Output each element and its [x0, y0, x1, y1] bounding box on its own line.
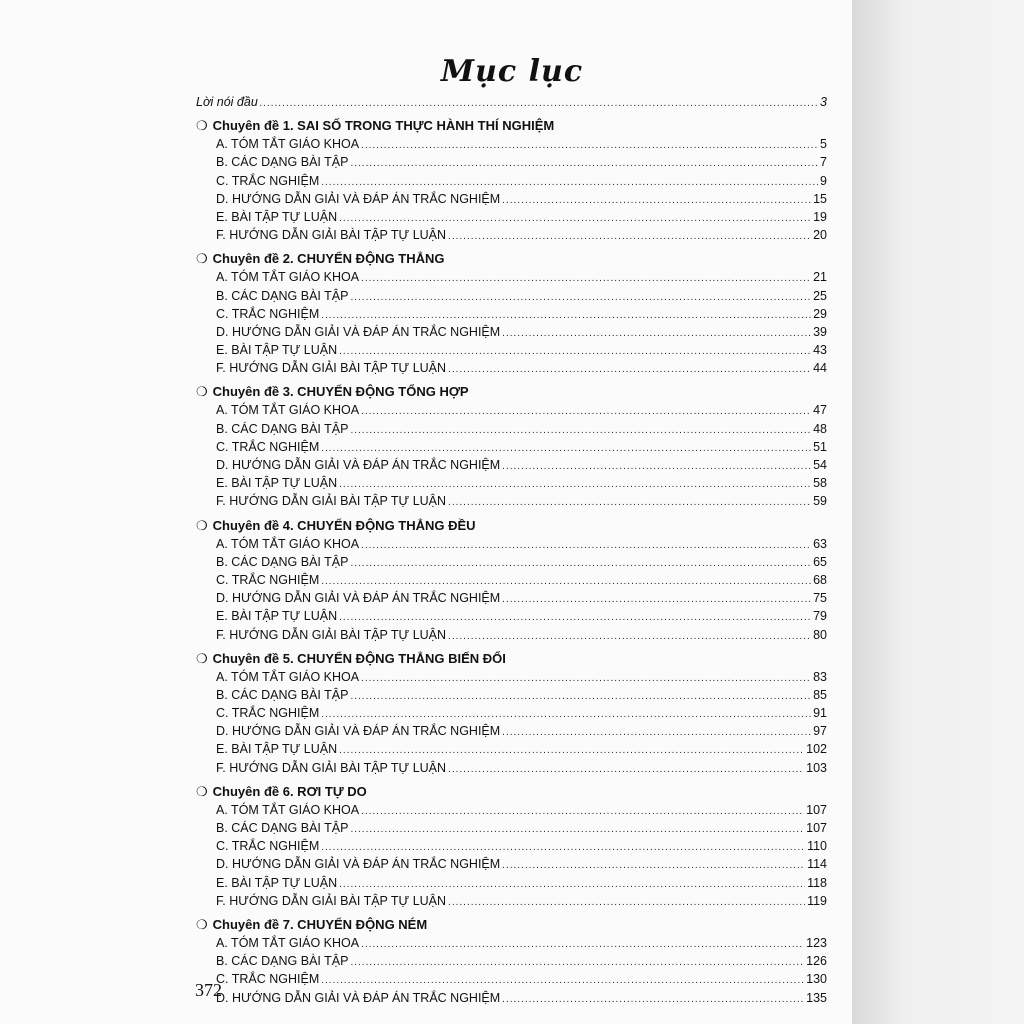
toc-entry-page: 130	[806, 972, 827, 987]
toc-entry-page: 107	[806, 802, 827, 817]
toc-entry	[196, 571, 827, 589]
dot-leader	[350, 555, 811, 573]
toc-entry	[196, 474, 827, 492]
dot-leader	[361, 403, 811, 421]
toc-entry	[196, 535, 827, 553]
toc-entry-label: C. TRẮC NGHIỆM	[216, 972, 320, 987]
toc-entry-label: C. TRẮC NGHIỆM	[216, 572, 320, 587]
toc-entry-label: E. BÀI TẬP TỰ LUẬN	[216, 875, 338, 890]
dot-leader	[448, 228, 811, 246]
toc-entry-page: 107	[806, 821, 827, 835]
toc-entry-label: C. TRẮC NGHIỆM	[216, 439, 320, 454]
toc-entry	[196, 456, 827, 474]
dot-leader	[350, 289, 811, 307]
toc-entry-page: 65	[813, 554, 827, 569]
toc-entry	[196, 553, 827, 571]
toc-entry-page: 9	[820, 173, 827, 188]
toc-entry	[196, 359, 827, 377]
circle-bullet-icon: ❍	[196, 118, 208, 134]
toc-entry	[196, 668, 827, 686]
toc-entry-page: 44	[813, 361, 827, 376]
circle-bullet-icon: ❍	[196, 517, 208, 533]
toc-entry-page: 79	[813, 609, 827, 624]
toc-entry-label: E. BÀI TẬP TỰ LUẬN	[216, 476, 338, 491]
toc-entry-label: A. TÓM TẮT GIÁO KHOA	[216, 403, 360, 418]
toc-entry-label: C. TRẮC NGHIỆM	[216, 306, 320, 321]
toc-entry-page: 47	[813, 403, 827, 418]
toc-entry-label: F. HƯỚNG DẪN GIẢI BÀI TẬP TỰ LUẬN	[216, 893, 447, 908]
page-number: 372	[195, 980, 222, 1000]
toc-entry	[196, 268, 827, 286]
circle-bullet-icon: ❍	[196, 650, 208, 666]
dot-leader	[361, 137, 818, 155]
toc-entry-label: B. CÁC DẠNG BÀI TẬP	[216, 687, 349, 702]
chapter-title: Chuyên đề 5. CHUYỂN ĐỘNG THẲNG BIẾN ĐỔI	[212, 650, 506, 666]
toc-entry-label: D. HƯỚNG DẪN GIẢI VÀ ĐÁP ÁN TRẮC NGHIỆM	[216, 724, 501, 739]
toc-entry-label: F. HƯỚNG DẪN GIẢI BÀI TẬP TỰ LUẬN	[216, 228, 447, 243]
toc-entry-page: 20	[813, 228, 827, 243]
toc-entry-label: A. TÓM TẮT GIÁO KHOA	[216, 270, 360, 285]
toc-entry	[196, 989, 827, 1007]
toc-entry-page: 83	[813, 669, 827, 684]
chapter-title: Chuyên đề 6. RƠI TỰ DO	[212, 783, 367, 799]
toc-entry	[196, 704, 827, 722]
toc-entry-preface	[196, 93, 827, 111]
toc-entry-page: 7	[820, 155, 827, 170]
toc-entry-page: 110	[807, 839, 827, 854]
toc-entry-label: F. HƯỚNG DẪN GIẢI BÀI TẬP TỰ LUẬN	[216, 760, 447, 775]
toc-entry-page: 102	[806, 742, 827, 757]
circle-bullet-icon: ❍	[196, 384, 208, 400]
dot-leader	[448, 894, 805, 912]
dot-leader	[502, 724, 811, 742]
toc-entry	[196, 438, 827, 456]
toc-entry	[196, 759, 827, 777]
toc-entry-page: 119	[807, 893, 827, 908]
toc-entry-label: F. HƯỚNG DẪN GIẢI BÀI TẬP TỰ LUẬN	[216, 627, 447, 642]
toc-entry	[196, 855, 827, 873]
toc-entry-label: B. CÁC DẠNG BÀI TẬP	[216, 954, 349, 969]
toc-entry-page: 58	[813, 476, 827, 491]
table-of-contents	[196, 93, 827, 1007]
toc-entry-label: B. CÁC DẠNG BÀI TẬP	[216, 155, 349, 170]
toc-entry-page: 5	[820, 137, 827, 152]
toc-entry	[196, 323, 827, 341]
chapter-title: Chuyên đề 4. CHUYỂN ĐỘNG THẲNG ĐỀU	[212, 517, 476, 533]
toc-entry-page: 75	[813, 591, 827, 606]
toc-entry	[196, 135, 827, 153]
dot-leader	[350, 688, 811, 706]
chapter-title: Chuyên đề 3. CHUYỂN ĐỘNG TỔNG HỢP	[212, 384, 469, 400]
toc-entry-page: 43	[813, 343, 827, 358]
toc-entry-page: 63	[813, 536, 827, 551]
chapter-heading	[196, 916, 827, 934]
toc-entry	[196, 970, 827, 988]
dot-leader	[448, 494, 811, 512]
toc-entry	[196, 740, 827, 758]
toc-entry-label: B. CÁC DẠNG BÀI TẬP	[216, 554, 349, 569]
chapter-title: Chuyên đề 7. CHUYỂN ĐỘNG NÉM	[212, 916, 428, 932]
toc-entry	[196, 686, 827, 704]
toc-entry-label: F. HƯỚNG DẪN GIẢI BÀI TẬP TỰ LUẬN	[216, 361, 447, 376]
chapter-heading	[196, 250, 827, 268]
toc-entry-label: C. TRẮC NGHIỆM	[216, 173, 320, 188]
chapter-title: Chuyên đề 1. SAI SỐ TRONG THỰC HÀNH THÍ NGHIỆM	[212, 118, 555, 134]
toc-entry	[196, 934, 827, 952]
toc-entry-label: E. BÀI TẬP TỰ LUẬN	[216, 742, 338, 757]
circle-bullet-icon: ❍	[196, 783, 208, 799]
toc-entry-page: 135	[806, 990, 827, 1005]
toc-entry	[196, 626, 827, 644]
toc-entry	[196, 208, 827, 226]
toc-entry-page: 21	[813, 270, 827, 285]
toc-entry-page: 19	[813, 209, 827, 224]
toc-entry	[196, 305, 827, 323]
toc-entry	[196, 153, 827, 171]
chapter-heading	[196, 117, 827, 135]
toc-entry-page: 29	[813, 306, 827, 321]
dot-leader	[448, 361, 811, 379]
toc-entry-label: A. TÓM TẮT GIÁO KHOA	[216, 137, 360, 152]
toc-entry-page: 54	[813, 458, 827, 472]
chapter-list	[196, 117, 827, 1007]
dot-leader	[350, 954, 804, 972]
toc-entry-label: A. TÓM TẮT GIÁO KHOA	[216, 536, 360, 551]
toc-entry-label: D. HƯỚNG DẪN GIẢI VÀ ĐÁP ÁN TRẮC NGHIỆM	[216, 591, 501, 606]
toc-entry	[196, 226, 827, 244]
toc-entry-label: B. CÁC DẠNG BÀI TẬP	[216, 421, 349, 436]
toc-entry-page: 25	[813, 288, 827, 303]
toc-entry	[196, 420, 827, 438]
toc-entry	[196, 892, 827, 910]
dot-leader	[361, 537, 811, 555]
chapter-heading	[196, 383, 827, 401]
dot-leader	[361, 670, 811, 688]
dot-leader	[502, 991, 804, 1009]
toc-entry-page: 39	[813, 324, 827, 339]
toc-entry	[196, 722, 827, 740]
dot-leader	[502, 325, 811, 343]
dot-leader	[260, 95, 818, 113]
dot-leader	[502, 591, 811, 609]
toc-entry-page: 126	[806, 954, 827, 969]
dot-leader	[448, 761, 804, 779]
toc-entry-page: 97	[813, 724, 827, 739]
toc-entry	[196, 190, 827, 208]
toc-entry-page: 68	[813, 572, 827, 587]
toc-entry-label: Lời nói đầu	[196, 95, 258, 109]
toc-entry	[196, 287, 827, 305]
toc-entry-label: E. BÀI TẬP TỰ LUẬN	[216, 609, 338, 624]
dot-leader	[350, 155, 818, 173]
toc-entry-label: A. TÓM TẮT GIÁO KHOA	[216, 935, 360, 950]
toc-entry	[196, 837, 827, 855]
toc-entry-label: A. TÓM TẮT GIÁO KHOA	[216, 802, 360, 817]
toc-entry	[196, 819, 827, 837]
toc-entry-label: C. TRẮC NGHIỆM	[216, 839, 320, 854]
dot-leader	[361, 270, 811, 288]
dot-leader	[350, 821, 804, 839]
toc-entry-page: 123	[806, 935, 827, 950]
dot-leader	[361, 936, 804, 954]
toc-entry-page: 59	[813, 494, 827, 509]
chapter-title: Chuyên đề 2. CHUYỂN ĐỘNG THẲNG	[212, 251, 445, 267]
toc-entry-label: B. CÁC DẠNG BÀI TẬP	[216, 821, 349, 835]
toc-entry	[196, 874, 827, 892]
toc-entry-page: 118	[807, 875, 827, 890]
toc-entry-page: 91	[813, 706, 827, 721]
circle-bullet-icon: ❍	[196, 916, 208, 932]
dot-leader	[361, 803, 804, 821]
toc-entry	[196, 801, 827, 819]
toc-entry-label: A. TÓM TẮT GIÁO KHOA	[216, 669, 360, 684]
toc-entry-page: 80	[813, 627, 827, 642]
toc-entry	[196, 341, 827, 359]
dot-leader	[350, 422, 811, 440]
toc-entry	[196, 952, 827, 970]
toc-entry-label: C. TRẮC NGHIỆM	[216, 706, 320, 721]
page-edge-shadow	[852, 0, 1024, 1024]
toc-entry	[196, 492, 827, 510]
toc-entry	[196, 607, 827, 625]
toc-entry-label: B. CÁC DẠNG BÀI TẬP	[216, 288, 349, 303]
toc-entry-label: D. HƯỚNG DẪN GIẢI VÀ ĐÁP ÁN TRẮC NGHIỆM	[216, 857, 501, 872]
chapter-heading	[196, 650, 827, 668]
toc-entry-label: F. HƯỚNG DẪN GIẢI BÀI TẬP TỰ LUẬN	[216, 494, 447, 509]
toc-entry-label: D. HƯỚNG DẪN GIẢI VÀ ĐÁP ÁN TRẮC NGHIỆM	[216, 990, 501, 1005]
toc-entry-page: 85	[813, 687, 827, 702]
toc-entry-label: E. BÀI TẬP TỰ LUẬN	[216, 209, 338, 224]
dot-leader	[448, 628, 811, 646]
toc-entry-page: 51	[813, 439, 827, 454]
toc-entry-page: 114	[807, 857, 827, 872]
toc-entry	[196, 172, 827, 190]
toc-entry-label: D. HƯỚNG DẪN GIẢI VÀ ĐÁP ÁN TRẮC NGHIỆM	[216, 324, 501, 339]
dot-leader	[502, 458, 811, 476]
toc-entry-label: D. HƯỚNG DẪN GIẢI VÀ ĐÁP ÁN TRẮC NGHIỆM	[216, 191, 501, 206]
page-title: Mục lục	[440, 54, 584, 89]
toc-entry	[196, 589, 827, 607]
toc-entry-page: 103	[806, 760, 827, 775]
toc-entry-label: E. BÀI TẬP TỰ LUẬN	[216, 343, 338, 358]
chapter-heading	[196, 517, 827, 535]
chapter-heading	[196, 783, 827, 801]
toc-entry-page: 15	[813, 191, 827, 206]
dot-leader	[502, 857, 805, 875]
toc-entry	[196, 401, 827, 419]
toc-entry-page: 3	[820, 95, 827, 109]
dot-leader	[502, 192, 811, 210]
circle-bullet-icon: ❍	[196, 251, 208, 267]
toc-entry-label: D. HƯỚNG DẪN GIẢI VÀ ĐÁP ÁN TRẮC NGHIỆM	[216, 458, 501, 472]
toc-entry-page: 48	[813, 421, 827, 436]
